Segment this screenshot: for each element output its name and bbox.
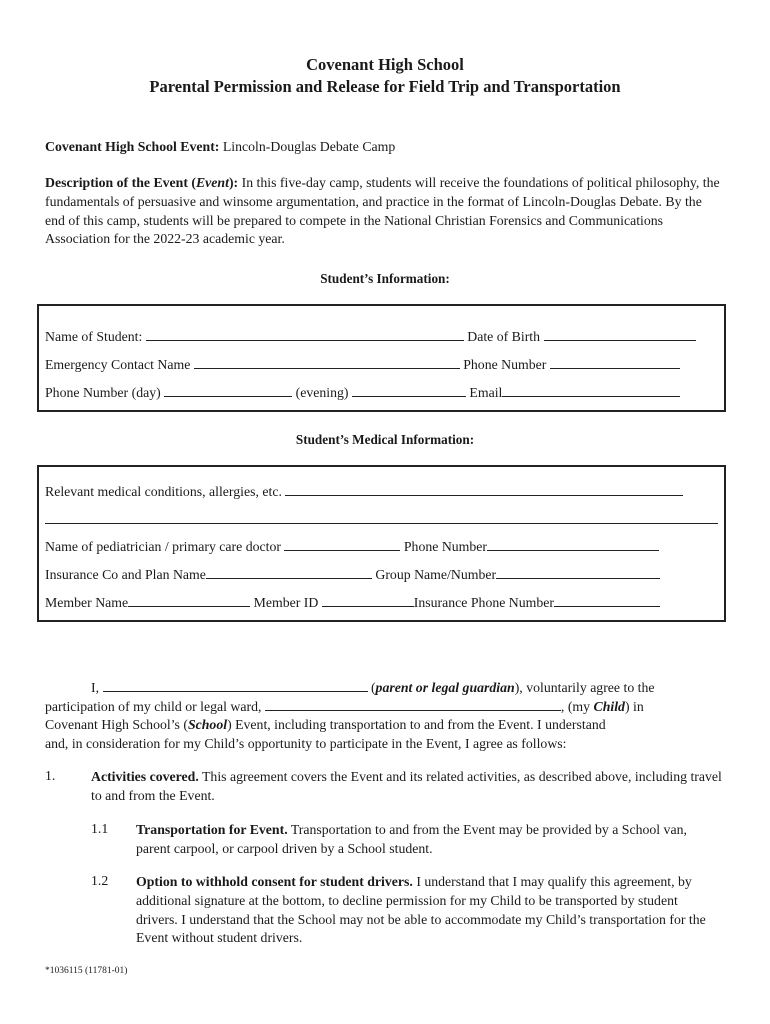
- emergency-contact-label: Emergency Contact Name: [45, 357, 191, 372]
- school-term: School: [187, 717, 228, 732]
- phone-evening-field[interactable]: [352, 384, 466, 397]
- agreement-i-label: I,: [91, 680, 100, 695]
- item-1: [91, 768, 726, 806]
- pediatrician-label: Name of pediatrician / primary care doctor: [45, 539, 281, 554]
- student-name-field[interactable]: [146, 328, 464, 341]
- dob-label: Date of Birth: [467, 329, 541, 344]
- parent-name-field[interactable]: [103, 679, 368, 692]
- pediatrician-phone-label: Phone Number: [403, 539, 488, 554]
- my-text: , (my: [560, 699, 591, 714]
- pediatrician-phone-field[interactable]: [487, 538, 659, 551]
- group-number-field[interactable]: [496, 566, 660, 579]
- event-label: Covenant High School Event:: [45, 139, 220, 154]
- phone-day-label: Phone Number (day): [45, 385, 161, 400]
- dob-field[interactable]: [544, 328, 696, 341]
- insurance-phone-label: Insurance Phone Number: [413, 595, 555, 610]
- medical-info-box: [37, 465, 726, 622]
- student-name-row: [45, 328, 696, 345]
- subitem-1-2-text: I understand that I may qualify this agreement, by additional signature at the bottom, to decline permission for my Child to be transported by student drivers. I understand that the School may not be able to accommodate my Child’s transportation for the Event without student drivers.: [136, 874, 706, 946]
- in-text: ) in: [624, 699, 644, 714]
- phone-day-field[interactable]: [164, 384, 292, 397]
- agreement-line-1: I, (parent or legal guardian), voluntarily agree to the: [91, 680, 655, 695]
- emergency-row: [45, 356, 680, 373]
- school-post: ) Event, including transportation to and from the Event. I understand: [227, 717, 606, 732]
- event-line: [45, 139, 395, 155]
- form-title: Parental Permission and Release for Field Trip and Transportation: [149, 77, 621, 96]
- subitem-1-1-number: 1.1: [91, 821, 109, 836]
- pediatrician-field[interactable]: [284, 538, 400, 551]
- insurance-phone-field[interactable]: [554, 594, 660, 607]
- agreement-line-4: and, in consideration for my Child’s opportunity to participate in the Event, I agree as follows:: [45, 736, 567, 751]
- insurance-plan-field[interactable]: [206, 566, 372, 579]
- item-1-number: 1.: [45, 768, 56, 783]
- evening-label: (evening): [295, 385, 349, 400]
- member-name-field[interactable]: [128, 594, 250, 607]
- student-info-heading: Student’s Information:: [320, 271, 450, 286]
- student-name-label: Name of Student:: [45, 329, 143, 344]
- insurance-plan-label: Insurance Co and Plan Name: [45, 567, 206, 582]
- conditions-row: [45, 483, 683, 500]
- member-id-field[interactable]: [322, 594, 414, 607]
- document-id: *1036115 (11781-01): [45, 966, 128, 976]
- member-row: [45, 594, 660, 611]
- student-info-box: [37, 304, 726, 412]
- subitem-1-2-number: 1.2: [91, 873, 109, 888]
- description-label-term: Event: [195, 175, 229, 190]
- member-id-label: Member ID: [253, 595, 319, 610]
- item-1-title: Activities covered.: [91, 769, 199, 784]
- email-label: Email: [469, 385, 503, 400]
- event-value: Lincoln-Douglas Debate Camp: [222, 139, 396, 154]
- conditions-row-2: [45, 511, 718, 528]
- emergency-contact-field[interactable]: [194, 356, 460, 369]
- conditions-field[interactable]: [285, 483, 683, 496]
- agree-text: ), voluntarily agree to the: [514, 680, 655, 695]
- item-1-text: This agreement covers the Event and its related activities, as described above, including travel to and from the Event.: [91, 769, 722, 803]
- insurance-row: [45, 566, 660, 583]
- school-pre: Covenant High School’s (: [45, 717, 188, 732]
- subitem-1-2: [136, 873, 720, 948]
- emergency-phone-field[interactable]: [550, 356, 680, 369]
- subitem-1-1-title: Transportation for Event.: [136, 822, 288, 837]
- agreement-line-3: [45, 717, 606, 733]
- description-label-prefix: Description of the Event (: [45, 175, 196, 190]
- participation-text: participation of my child or legal ward,: [45, 699, 262, 714]
- subitem-1-2-title: Option to withhold consent for student drivers.: [136, 874, 413, 889]
- emergency-phone-label: Phone Number: [463, 357, 547, 372]
- medical-info-heading: Student’s Medical Information:: [295, 432, 475, 447]
- subitem-1-1: [136, 821, 720, 859]
- pediatrician-row: [45, 538, 659, 555]
- child-term: Child: [593, 699, 625, 714]
- school-title: Covenant High School: [306, 55, 464, 74]
- email-field[interactable]: [502, 384, 680, 397]
- member-name-label: Member Name: [45, 595, 129, 610]
- description-text: In this five-day camp, students will receive the foundations of political philosophy, the fundamentals of persuasive and winsome argumentation, and practice in the format of Lincoln-Douglas Debate. By the end of this camp, students will be prepared to compete in the National Christian Forensics and Communications Association for the 2022-23 academic year.: [45, 175, 720, 247]
- parent-term: parent or legal guardian: [375, 680, 515, 695]
- agreement-line-2: [45, 698, 644, 715]
- conditions-label: Relevant medical conditions, allergies, etc.: [45, 484, 282, 499]
- phone-email-row: [45, 384, 680, 401]
- description-label-suffix: ):: [228, 175, 239, 190]
- event-description: [45, 174, 725, 249]
- group-number-label: Group Name/Number: [375, 567, 497, 582]
- subitem-1-1-text: Transportation to and from the Event may be provided by a School van, parent carpool, or carpool driven by a School student.: [136, 822, 687, 856]
- conditions-field-line-2[interactable]: [45, 511, 718, 524]
- child-name-field[interactable]: [265, 698, 561, 711]
